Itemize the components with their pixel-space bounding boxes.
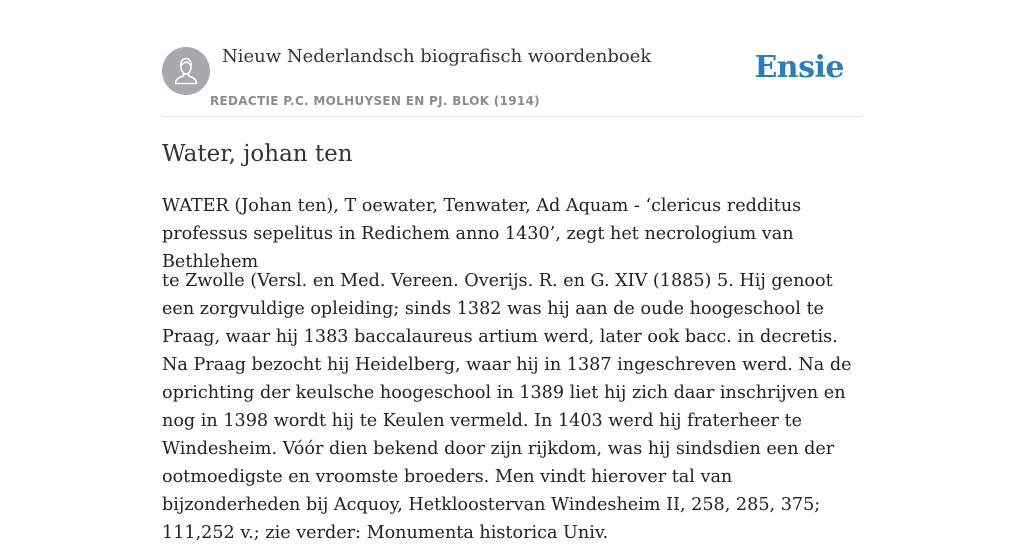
user-silhouette-icon [162,47,210,95]
source-title[interactable]: Nieuw Nederlandsch biografisch woordenboek [222,46,652,67]
source-header [162,0,862,117]
article-title: Water, johan ten [162,141,353,167]
article-paragraph: WATER (Johan ten), T oewater, Tenwater, Ad Aquam - ‘clericus redditus professus sepelitus in Redichem anno 1430’, zegt het necrologium van Bethlehem [162,196,802,272]
source-editors: REDACTIE P.C. MOLHUYSEN EN PJ. BLOK (1914) [210,94,540,108]
article-container [162,0,862,543]
article-paragraph: te Zwolle (Versl. en Med. Vereen. Overijs. R. en G. XIV (1885) 5. Hij genoot een zorgvuldige opleiding; sinds 1382 was hij aan de oude hoogeschool te Praag, waar hij 1383 baccalaureus artium werd, later ook bacc. in decretis. Na Praag bezocht hij Heidelberg, waar hij in 1387 ingeschreven werd. Na de oprichting der keulsche hoogeschool in 1389 liet hij zich daar inschrijven en nog in 1398 wordt hij te Keulen vermeld. In 1403 werd hij fraterheer te Windesheim. Vóór dien bekend door zijn rijkdom, was hij sindsdien een der ootmoedigste en vroomste broeders. Men vindt hierover tal van bijzonderheden bij Acquoy, Hetkloostervan Windesheim II, 258, 285, 375; 111,252 v.; zie verder: Monumenta historica Univ. [162,271,852,543]
source-avatar[interactable] [162,47,210,95]
ensie-logo[interactable]: Ensie [754,50,844,85]
